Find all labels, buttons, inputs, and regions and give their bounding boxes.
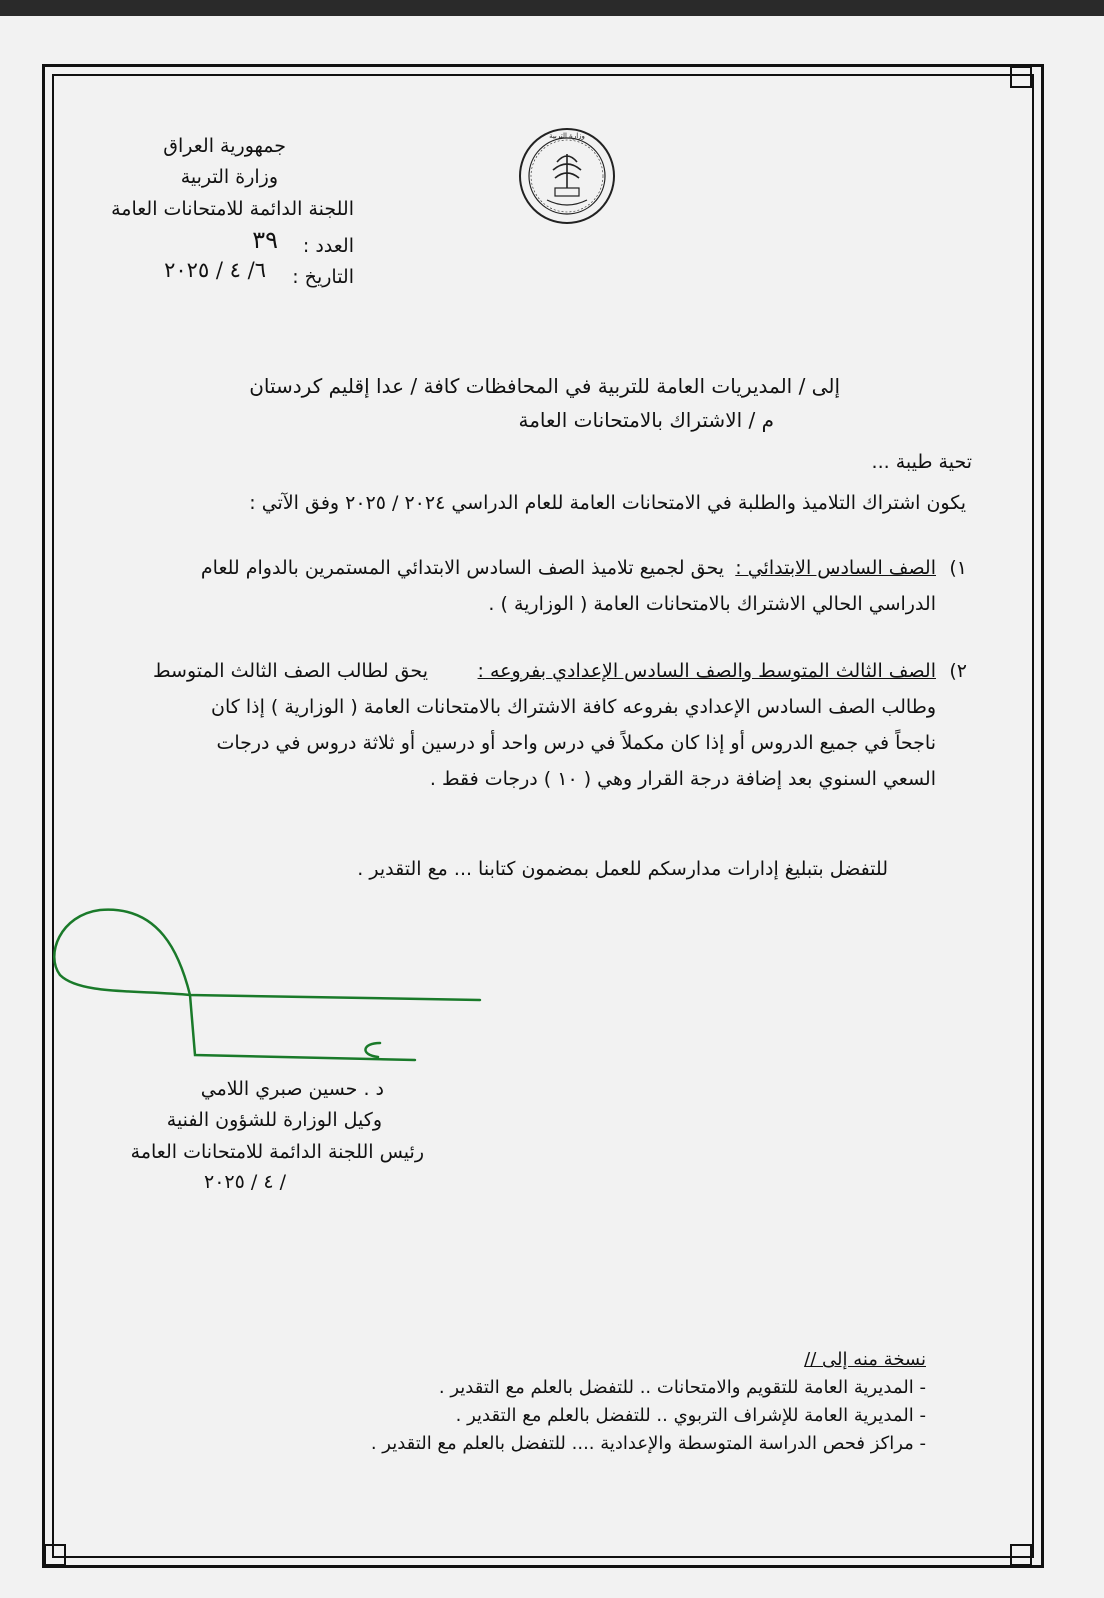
- item2-line1: يحق لطالب الصف الثالث المتوسط: [153, 660, 428, 682]
- subject-line: م / الاشتراك بالامتحانات العامة: [518, 408, 774, 432]
- border-corner-ornament: [1010, 66, 1032, 88]
- date-value: ٦/ ٤ / ٢٠٢٥: [164, 258, 266, 282]
- item2-line3: ناجحاً في جميع الدروس أو إذا كان مكملاً في درس واحد أو درسين أو ثلاثة دروس في درجات: [216, 732, 936, 754]
- copies-heading: نسخة منه إلى //: [804, 1349, 926, 1370]
- signatory-title: وكيل الوزارة للشؤون الفنية: [166, 1109, 382, 1131]
- copy-item: - المديرية العامة للإشراف التربوي .. للتفضل بالعلم مع التقدير .: [455, 1405, 926, 1426]
- page-border-inner: [52, 74, 1034, 1558]
- item2-number: ٢): [949, 660, 967, 682]
- number-value: ٣٩: [252, 226, 278, 254]
- addressee-line: إلى / المديريات العامة للتربية في المحافظات كافة / عدا إقليم كردستان: [249, 374, 840, 398]
- handwritten-signature: [40, 895, 500, 1070]
- closing-line: للتفضل بتبليغ إدارات مدارسكم للعمل بمضمون كتابنا ... مع التقدير .: [357, 858, 888, 880]
- signatory-position: رئيس اللجنة الدائمة للامتحانات العامة: [130, 1141, 424, 1163]
- copy-item: - المديرية العامة للتقويم والامتحانات .. للتفضل بالعلم مع التقدير .: [438, 1377, 926, 1398]
- item1-line2: الدراسي الحالي الاشتراك بالامتحانات العامة ( الوزارية ) .: [488, 593, 936, 615]
- signatory-name: د . حسين صبري اللامي: [200, 1078, 384, 1100]
- copy-item: - مراكز فحص الدراسة المتوسطة والإعدادية .... للتفضل بالعلم مع التقدير .: [370, 1433, 926, 1454]
- item1-title: الصف السادس الابتدائي :: [735, 557, 936, 579]
- item2-line2: وطالب الصف السادس الإعدادي بفروعه كافة الاشتراك بالامتحانات العامة ( الوزارية ) إذا كان: [211, 696, 936, 718]
- intro-paragraph: يكون اشتراك التلاميذ والطلبة في الامتحانات العامة للعام الدراسي ٢٠٢٤ / ٢٠٢٥ وفق الآتي :: [249, 492, 966, 514]
- border-corner-ornament: [44, 1544, 66, 1566]
- svg-text:وزارة التربية: وزارة التربية: [549, 132, 585, 140]
- item1-line1: يحق لجميع تلاميذ الصف السادس الابتدائي المستمرين بالدوام للعام: [200, 557, 724, 579]
- scan-top-band: [0, 0, 1104, 16]
- number-label: العدد :: [302, 235, 354, 257]
- header-ministry: وزارة التربية: [180, 166, 278, 188]
- border-corner-ornament: [1010, 1544, 1032, 1566]
- date-label: التاريخ :: [292, 266, 354, 288]
- header-republic: جمهورية العراق: [163, 135, 286, 157]
- item2-line4: السعي السنوي بعد إضافة درجة القرار وهي ( ١٠ ) درجات فقط .: [429, 768, 936, 790]
- signature-date: / ٤ / ٢٠٢٥: [204, 1171, 286, 1193]
- item1-number: ١): [949, 557, 967, 579]
- greeting-line: تحية طيبة ...: [871, 451, 972, 473]
- ministry-seal-logo: [517, 126, 617, 226]
- header-committee: اللجنة الدائمة للامتحانات العامة: [111, 198, 354, 220]
- item2-title: الصف الثالث المتوسط والصف السادس الإعدادي بفروعه :: [477, 660, 936, 682]
